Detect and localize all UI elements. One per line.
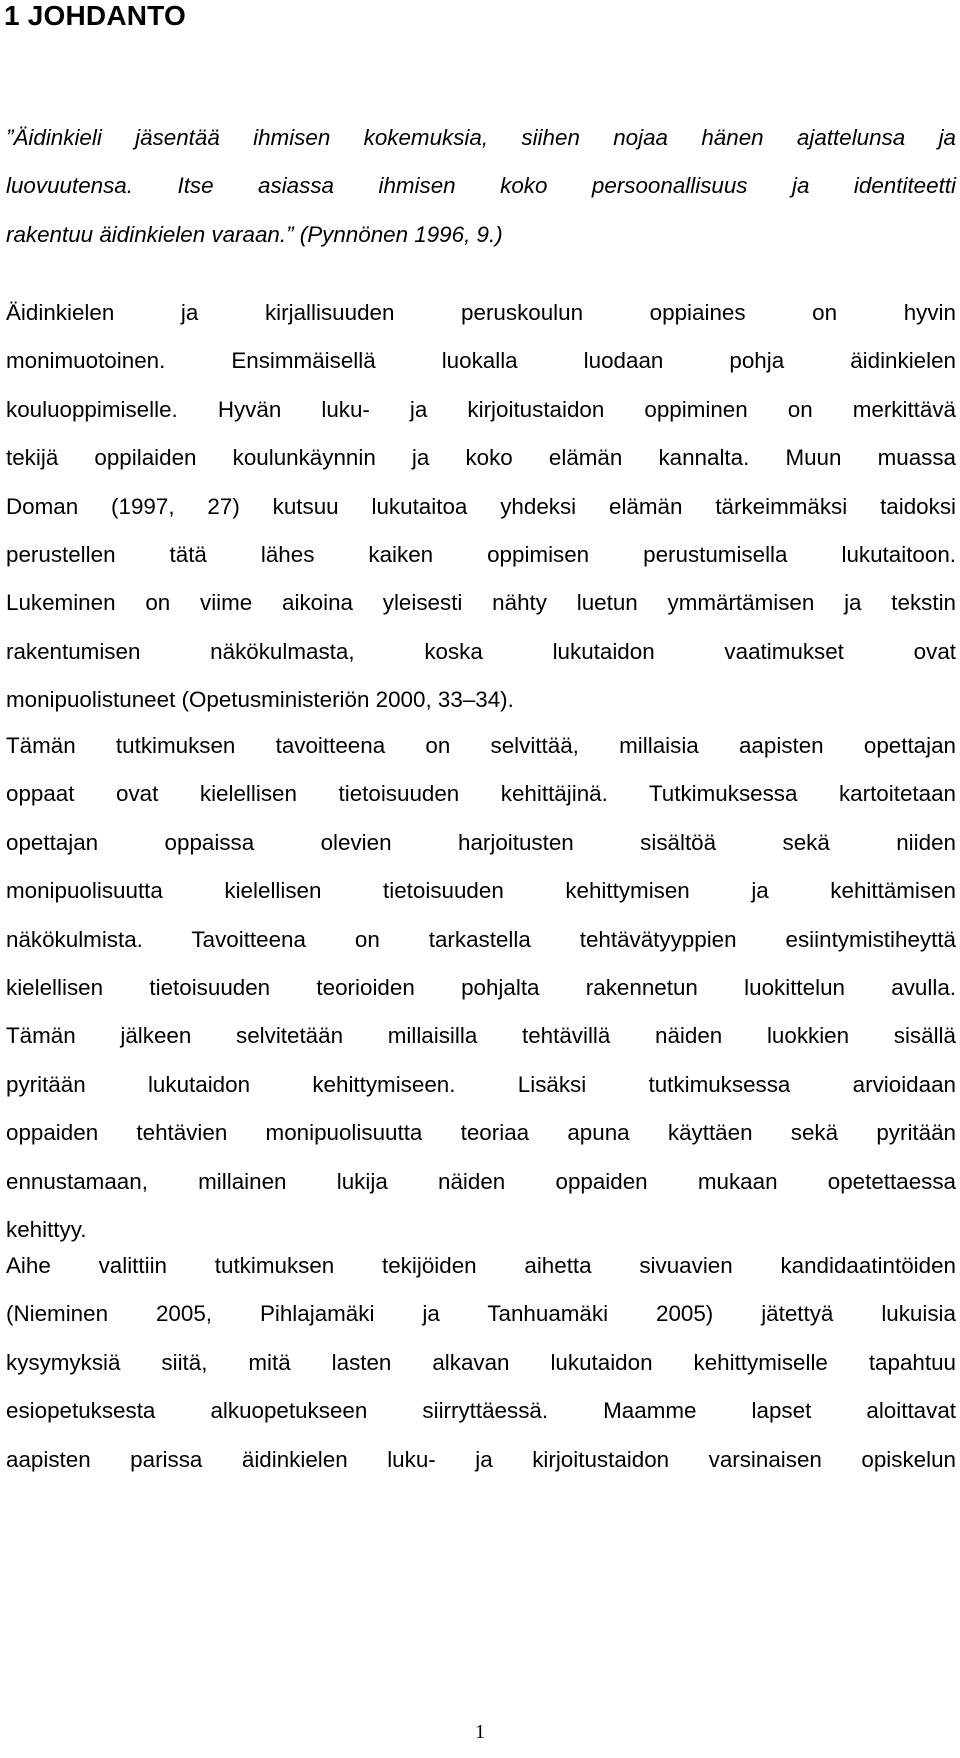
quote-line: ”Äidinkieli jäsentää ihmisen kokemuksia, siihen nojaa hänen ajattelunsa ja [6, 125, 956, 150]
paragraph-line: perustellen tätä lähes kaiken oppimisen perustumisella lukutaitoon. [6, 542, 956, 568]
chapter-heading: 1 JOHDANTO [4, 0, 186, 31]
paragraph-line: näkökulmista. Tavoitteena on tarkastella tehtävätyyppien esiintymistiheyttä [6, 926, 956, 952]
paragraph-line: kielellisen tietoisuuden teorioiden pohjalta rakennetun luokittelun avulla. [6, 975, 956, 1001]
paragraph-line: tekijä oppilaiden koulunkäynnin ja koko elämän kannalta. Muun muassa [6, 445, 956, 471]
paragraph-2 [6, 722, 956, 1254]
quote-line: luovuutensa. Itse asiassa ihmisen koko persoonallisuus ja identiteetti [6, 173, 956, 199]
paragraph-line: oppaiden tehtävien monipuolisuutta teoriaa apuna käyttäen sekä pyritään [6, 1120, 956, 1146]
paragraph-1 [6, 289, 956, 725]
paragraph-line: (Nieminen 2005, Pihlajamäki ja Tanhuamäki 2005) jätettyä lukuisia [6, 1301, 956, 1327]
paragraph-line: Tämän jälkeen selvitetään millaisilla tehtävillä näiden luokkien sisällä [6, 1023, 956, 1049]
paragraph-line: ennustamaan, millainen lukija näiden oppaiden mukaan opetettaessa [6, 1168, 956, 1194]
paragraph-line: Äidinkielen ja kirjallisuuden peruskoulun oppiaines on hyvin [6, 300, 956, 325]
paragraph-line: Aihe valittiin tutkimuksen tekijöiden aihetta sivuavien kandidaatintöiden [6, 1253, 956, 1278]
paragraph-line: opettajan oppaissa olevien harjoitusten sisältöä sekä niiden [6, 829, 956, 855]
paragraph-line: pyritään lukutaidon kehittymiseen. Lisäksi tutkimuksessa arvioidaan [6, 1071, 956, 1097]
paragraph-line: Tämän tutkimuksen tavoitteena on selvittää, millaisia aapisten opettajan [6, 733, 956, 758]
paragraph-line: monipuolisuutta kielellisen tietoisuuden kehittymisen ja kehittämisen [6, 878, 956, 904]
paragraph-line: esiopetuksesta alkuopetukseen siirryttäessä. Maamme lapset aloittavat [6, 1398, 956, 1424]
paragraph-3 [6, 1242, 956, 1484]
paragraph-line: kehittyy. [6, 1217, 87, 1243]
opening-quote [6, 114, 956, 259]
paragraph-line: kysymyksiä siitä, mitä lasten alkavan lukutaidon kehittymiselle tapahtuu [6, 1349, 956, 1375]
paragraph-line: oppaat ovat kielellisen tietoisuuden kehittäjinä. Tutkimuksessa kartoitetaan [6, 781, 956, 807]
paragraph-line: monimuotoinen. Ensimmäisellä luokalla luodaan pohja äidinkielen [6, 348, 956, 374]
paragraph-line: kouluoppimiselle. Hyvän luku- ja kirjoitustaidon oppiminen on merkittävä [6, 396, 956, 422]
page-number: 1 [475, 1721, 485, 1743]
paragraph-line: Lukeminen on viime aikoina yleisesti nähty luetun ymmärtämisen ja tekstin [6, 590, 956, 616]
paragraph-line: monipuolistuneet (Opetusministeriön 2000, 33–34). [6, 687, 514, 713]
paragraph-line: rakentumisen näkökulmasta, koska lukutaidon vaatimukset ovat [6, 638, 956, 664]
quote-line: rakentuu äidinkielen varaan.” (Pynnönen 1996, 9.) [6, 221, 503, 247]
paragraph-line: aapisten parissa äidinkielen luku- ja kirjoitustaidon varsinaisen opiskelun [6, 1446, 956, 1472]
paragraph-line: Doman (1997, 27) kutsuu lukutaitoa yhdeksi elämän tärkeimmäksi taidoksi [6, 493, 956, 519]
